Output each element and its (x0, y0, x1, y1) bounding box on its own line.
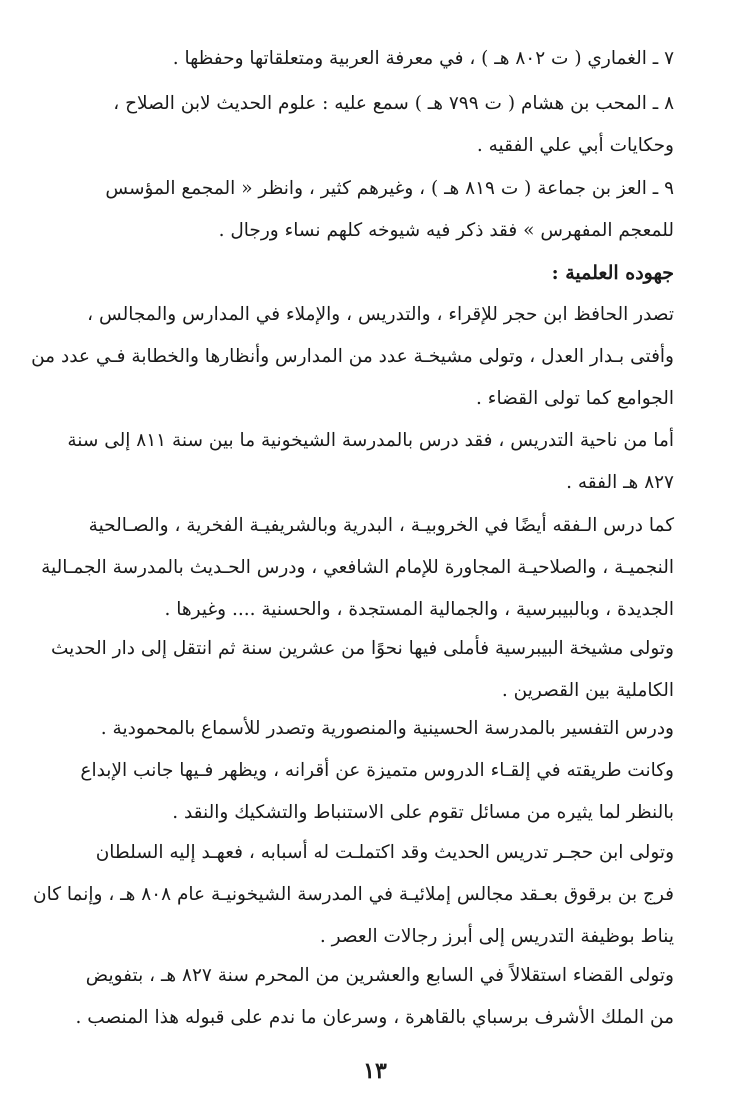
list-item-9 (70, 168, 674, 252)
text-line: الكاملية بين القصرين . (501, 680, 674, 701)
body-paragraph (70, 750, 674, 834)
text-line: وتولى ابن حجـر تدريس الحديث وقد اكتملـت له أسبابه ، فعهـد إليه السلطان (95, 842, 674, 863)
text-line: وتولى القضاء استقلالاً في السابع والعشرين من المحرم سنة ٨٢٧ هـ ، بتفويض (85, 965, 674, 986)
text-line: وكانت طريقته في إلقـاء الدروس متميزة عن أقرانه ، ويظهر فـيها جانب الإبداع (80, 760, 674, 781)
page-content (0, 38, 750, 1076)
text-line: ٧ ـ الغماري ( ت ٨٠٢ هـ ) ، في معرفة العربية ومتعلقاتها وحفظها . (172, 48, 674, 69)
body-paragraph (67, 420, 674, 504)
text-line: وحكايات أبي علي الفقيه . (476, 135, 674, 156)
text-line: كما درس الـفقه أيضًا في الخروبيـة ، البدرية وبالشريفيـة الفخرية ، والصـالحية (88, 515, 674, 536)
text-line: أما من ناحية التدريس ، فقد درس بالمدرسة الشيخونية ما بين سنة ٨١١ إلى سنة (67, 430, 674, 451)
body-paragraph (51, 628, 674, 712)
text-line: فرج بن برقوق بعـقد مجالس إملائيـة في المدرسة الشيخونيـة عام ٨٠٨ هـ ، وإنما كان (32, 884, 674, 905)
text-line: للمعجم المفهرس » فقد ذكر فيه شيوخه كلهم نساء ورجال . (218, 220, 674, 241)
body-paragraph (70, 955, 674, 1039)
text-line: ودرس التفسير بالمدرسة الحسينية والمنصورية وتصدر للأسماع بالمحمودية . (100, 718, 674, 739)
text-line: النجميـة ، والصلاحيـة المجاورة للإمام الشافعي ، ودرس الحـديث بالمدرسة الجمـالية (41, 557, 674, 578)
text-line: ٨ ـ المحب بن هشام ( ت ٧٩٩ هـ ) سمع عليه : علوم الحديث لابن الصلاح ، (113, 93, 674, 114)
text-line: ٩ ـ العز بن جماعة ( ت ٨١٩ هـ ) ، وغيرهم كثير ، وانظر « المجمع المؤسس (105, 178, 674, 199)
page-number: ١٣ (363, 1058, 387, 1084)
body-paragraph (41, 505, 674, 631)
section-heading: جهوده العلمية : (551, 262, 674, 284)
list-item-8 (70, 83, 674, 167)
body-paragraph (32, 832, 674, 958)
text-line: بالنظر لما يثيره من مسائل تقوم على الاستنباط والتشكيك والنقد . (172, 802, 674, 823)
text-line: وتولى مشيخة البيبرسية فأملى فيها نحوًا من عشرين سنة ثم انتقل إلى دار الحديث (51, 638, 674, 659)
text-line: وأفتى بـدار العدل ، وتولى مشيخـة عدد من المدارس وأنظارها والخطابة فـي عدد من (31, 346, 674, 367)
text-line: الجوامع كما تولى القضاء . (476, 388, 674, 409)
text-line: الجديدة ، وبالبيبرسية ، والجمالية المستجدة ، والحسنية .... وغيرها . (164, 599, 674, 620)
list-item-7 (70, 38, 674, 80)
text-line: ٨٢٧ هـ الفقه . (566, 472, 674, 493)
body-paragraph (31, 294, 674, 420)
text-line: من الملك الأشرف برسباي بالقاهرة ، وسرعان ما ندم على قبوله هذا المنصب . (75, 1007, 674, 1028)
body-paragraph (70, 708, 674, 750)
text-line: يناط بوظيفة التدريس إلى أبرز رجالات العصر . (319, 926, 674, 947)
text-line: تصدر الحافظ ابن حجر للإقراء ، والتدريس ، والإملاء في المدارس والمجالس ، (87, 304, 674, 325)
